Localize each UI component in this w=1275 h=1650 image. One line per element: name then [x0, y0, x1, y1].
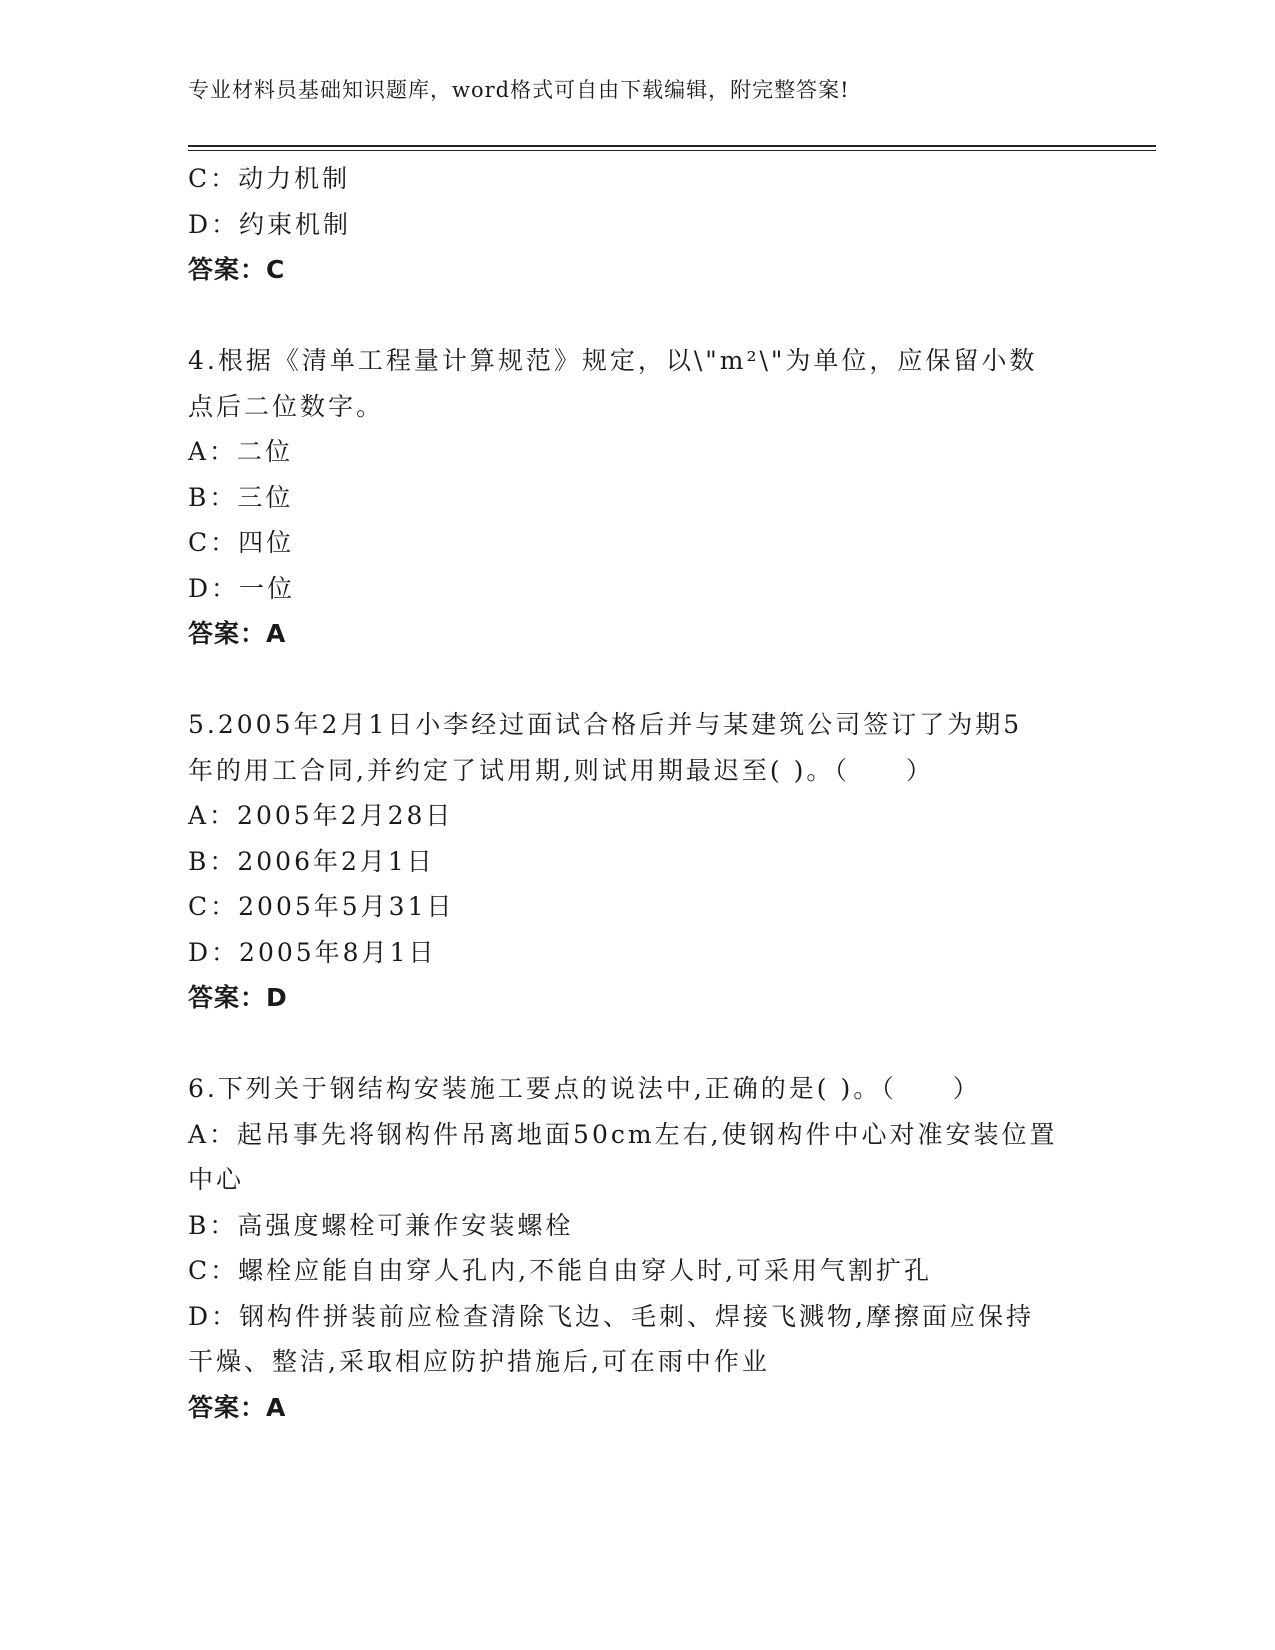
- option-b: B：2006年2月1日: [188, 846, 435, 876]
- answer: 答案：D: [188, 983, 288, 1012]
- option-b: B：三位: [188, 482, 294, 512]
- question-stem: 4.根据《清单工程量计算规范》规定，以\"m²\"为单位，应保留小数: [188, 346, 1038, 375]
- option-d: D：约束机制: [188, 209, 352, 239]
- option-c: C：动力机制: [188, 164, 351, 193]
- spacer: [188, 293, 1088, 339]
- option-d-continued: 干燥、整洁,采取相应防护措施后,可在雨中作业: [188, 1347, 770, 1376]
- question-stem: 年的用工合同,并约定了试用期,则试用期最迟至( )。（ ）: [188, 755, 934, 785]
- question-stem: 5.2005年2月1日小李经过面试合格后并与某建筑公司签订了为期5: [188, 710, 1023, 739]
- option-a: A：起吊事先将钢构件吊离地面50cm左右,使钢构件中心对准安装位置: [188, 1119, 1058, 1149]
- option-a: A：二位: [188, 437, 294, 466]
- answer: 答案：A: [188, 1392, 287, 1422]
- question-6: [188, 1066, 1088, 1430]
- header-rule-thin: [188, 150, 1156, 151]
- answer: 答案：A: [188, 619, 287, 648]
- option-d: D：一位: [188, 573, 296, 603]
- option-c: C：四位: [188, 528, 295, 557]
- spacer: [188, 657, 1088, 703]
- spacer: [188, 1021, 1088, 1067]
- header-rule-thick: [188, 145, 1156, 147]
- option-a-continued: 中心: [188, 1165, 245, 1194]
- option-d: D：钢构件拼装前应检查清除飞边、毛刺、焊接飞溅物,摩擦面应保持: [188, 1301, 1034, 1331]
- option-b: B：高强度螺栓可兼作安装螺栓: [188, 1210, 574, 1240]
- option-a: A：2005年2月28日: [188, 801, 454, 830]
- previous-question-tail: [188, 156, 1088, 293]
- option-d: D：2005年8月1日: [188, 937, 437, 967]
- question-stem: 点后二位数字。: [188, 391, 385, 421]
- option-c: C：2005年5月31日: [188, 892, 455, 921]
- option-c: C：螺栓应能自由穿人孔内,不能自由穿人时,可采用气割扩孔: [188, 1256, 933, 1285]
- question-content: [188, 156, 1088, 1430]
- question-4: [188, 338, 1088, 657]
- answer: 答案：C: [188, 255, 286, 284]
- page-header: 专业材料员基础知识题库，word格式可自由下载编辑，附完整答案!: [188, 78, 850, 102]
- question-5: [188, 702, 1088, 1021]
- question-stem: 6.下列关于钢结构安装施工要点的说法中,正确的是( )。（ ）: [188, 1074, 981, 1103]
